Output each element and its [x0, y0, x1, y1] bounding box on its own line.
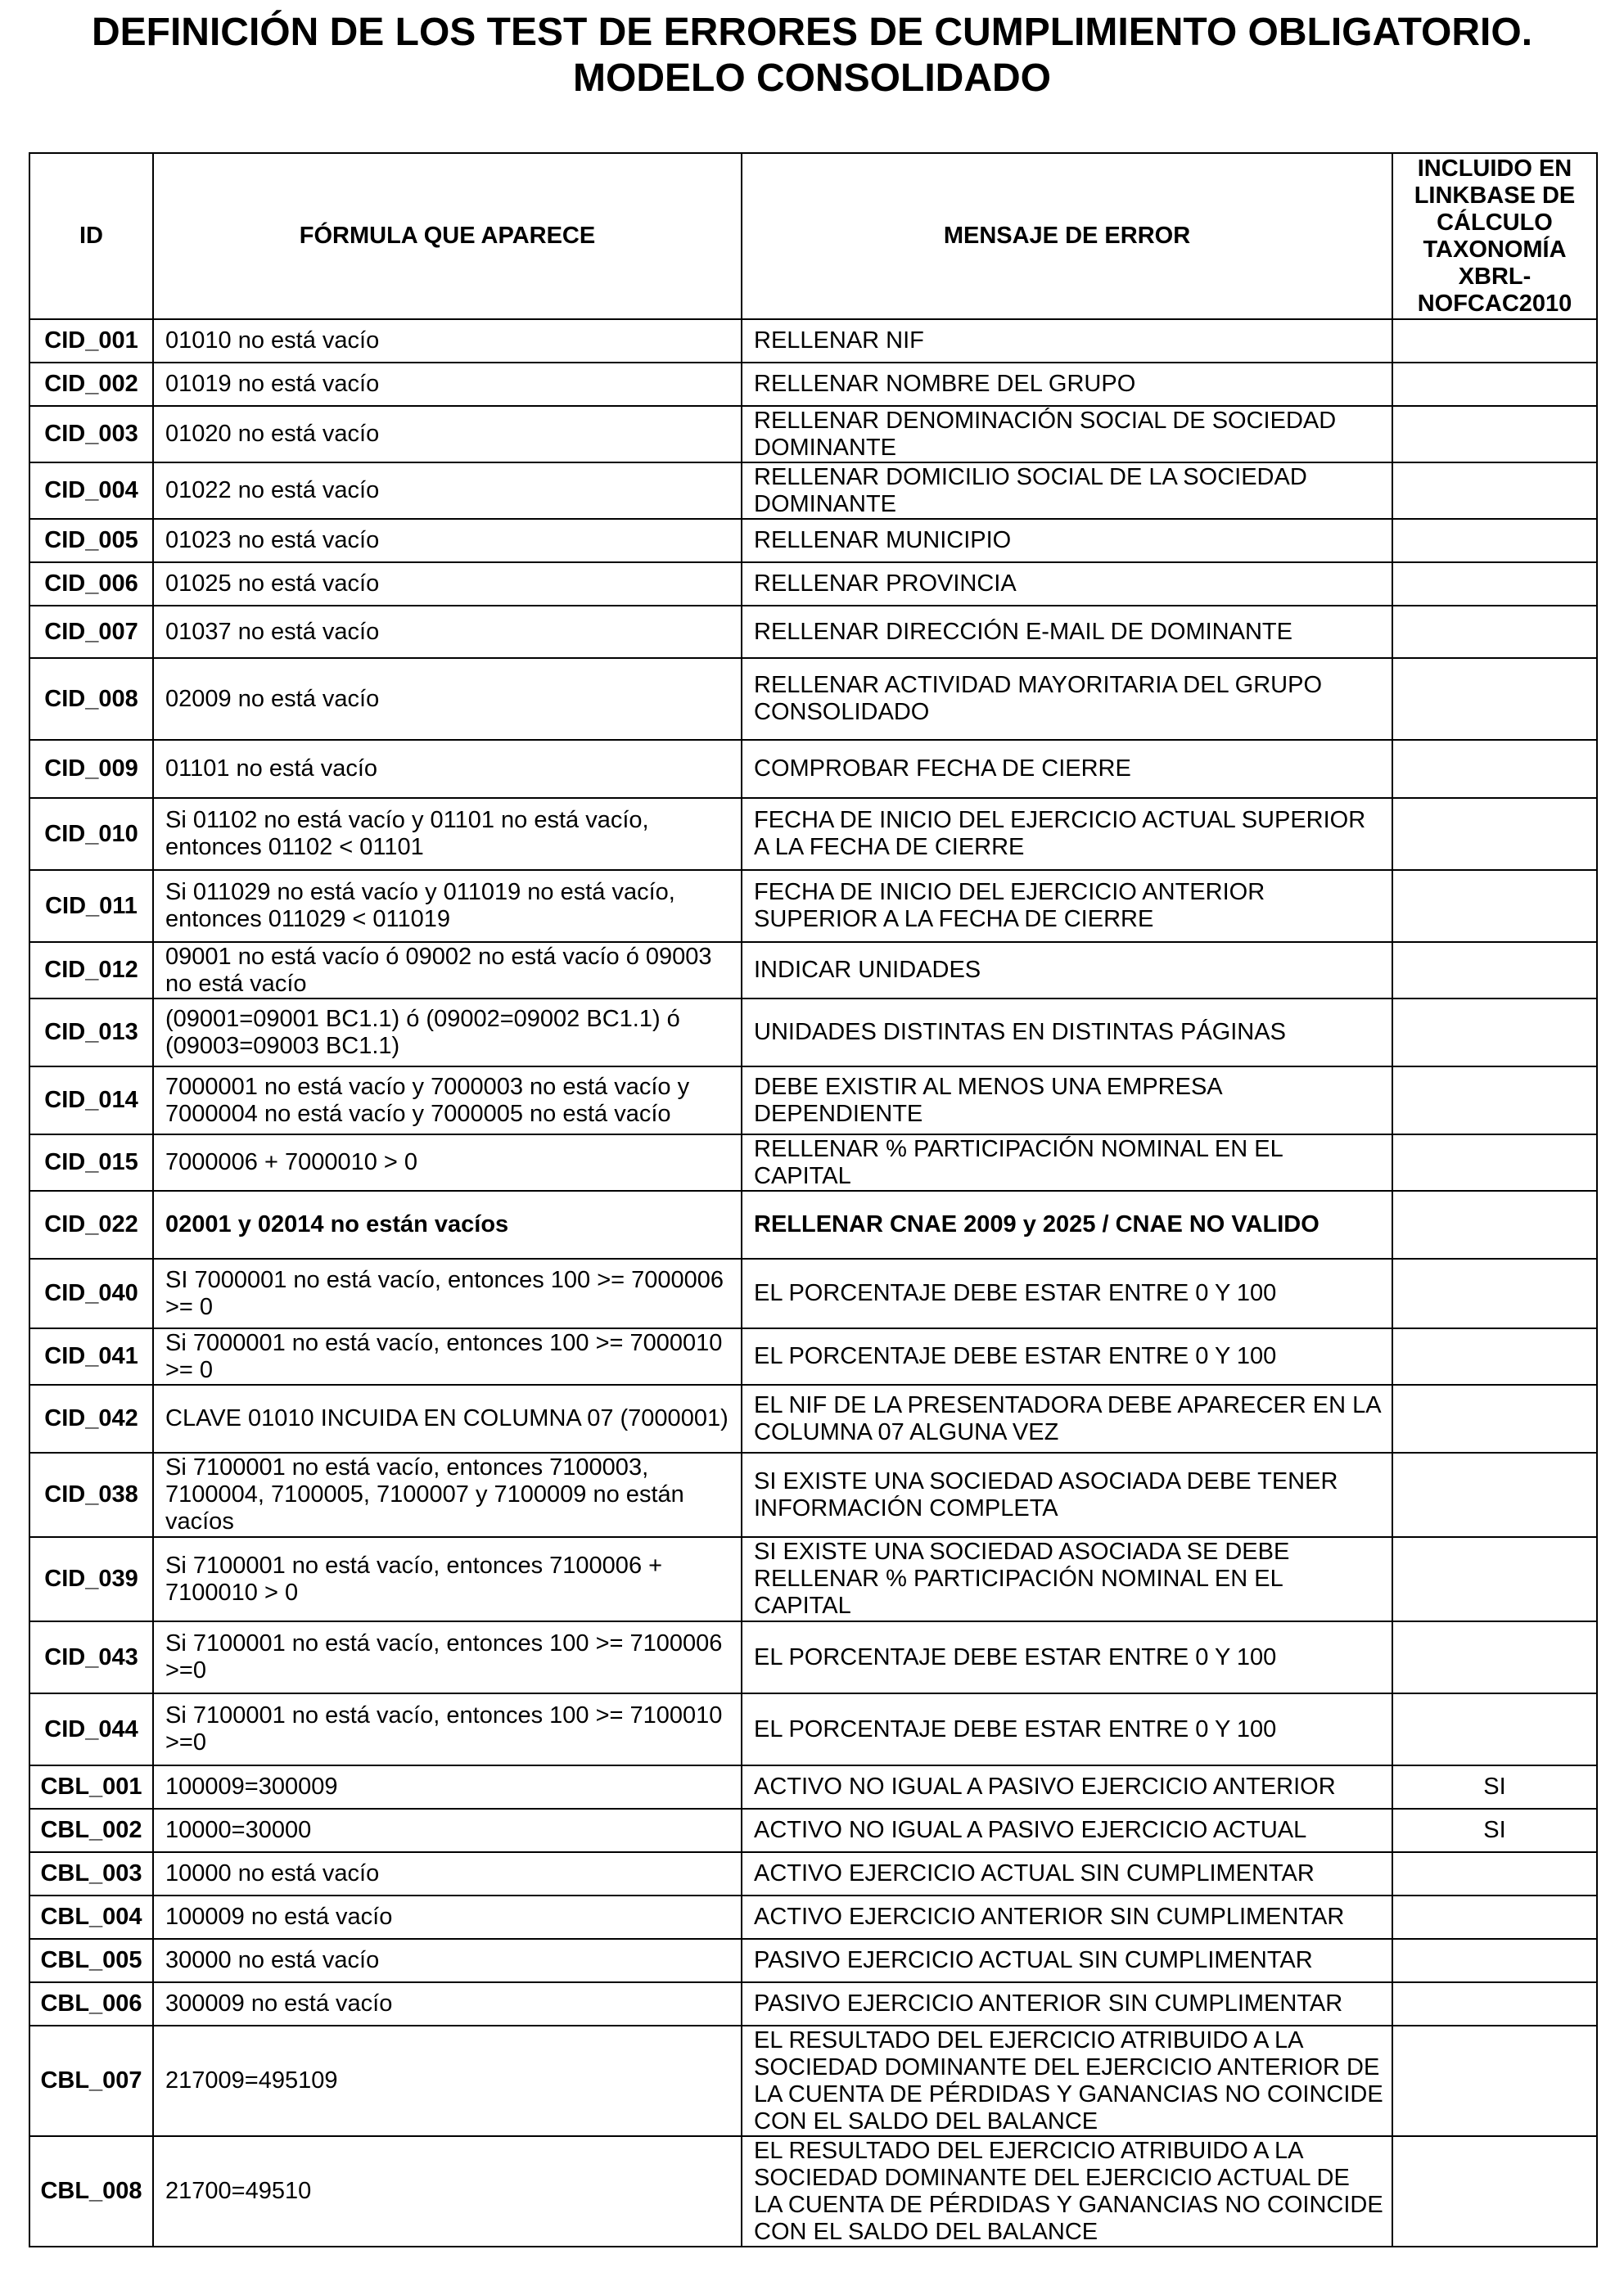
row-id: CBL_003 [29, 1852, 153, 1896]
row-id: CBL_001 [29, 1765, 153, 1809]
row-formula: 01023 no está vacío [153, 519, 742, 562]
row-message: RELLENAR CNAE 2009 y 2025 / CNAE NO VALIDO [742, 1191, 1392, 1259]
page-title [0, 10, 1624, 101]
row-id: CID_015 [29, 1134, 153, 1191]
table-row [29, 1191, 1597, 1259]
table-row [29, 740, 1597, 798]
row-id: CID_001 [29, 319, 153, 363]
row-message: ACTIVO EJERCICIO ANTERIOR SIN CUMPLIMENTAR [742, 1896, 1392, 1939]
row-formula: 01019 no está vacío [153, 363, 742, 406]
row-id: CID_008 [29, 658, 153, 740]
table-row [29, 870, 1597, 942]
row-formula: Si 7100001 no está vacío, entonces 7100003, 7100004, 7100005, 7100007 y 7100009 no están vacíos [153, 1453, 742, 1537]
row-message: SI EXISTE UNA SOCIEDAD ASOCIADA DEBE TENER INFORMACIÓN COMPLETA [742, 1453, 1392, 1537]
table-row [29, 1852, 1597, 1896]
table-row [29, 1134, 1597, 1191]
row-message: RELLENAR % PARTICIPACIÓN NOMINAL EN EL CAPITAL [742, 1134, 1392, 1191]
row-formula: 300009 no está vacío [153, 1982, 742, 2026]
row-included [1392, 1896, 1597, 1939]
table-row [29, 1765, 1597, 1809]
row-id: CBL_005 [29, 1939, 153, 1982]
row-message: RELLENAR NOMBRE DEL GRUPO [742, 363, 1392, 406]
row-formula: 7000001 no está vacío y 7000003 no está vacío y 7000004 no está vacío y 7000005 no está vacío [153, 1066, 742, 1134]
row-included [1392, 363, 1597, 406]
row-included: SI [1392, 1809, 1597, 1852]
header-formula: FÓRMULA QUE APARECE [153, 153, 742, 319]
row-id: CID_012 [29, 942, 153, 999]
row-formula: 02001 y 02014 no están vacíos [153, 1191, 742, 1259]
error-tests-table [29, 152, 1598, 2247]
row-formula: 100009 no está vacío [153, 1896, 742, 1939]
row-formula: Si 011029 no está vacío y 011019 no está vacío, entonces 011029 < 011019 [153, 870, 742, 942]
row-included [1392, 1537, 1597, 1621]
row-id: CID_043 [29, 1621, 153, 1693]
row-message: COMPROBAR FECHA DE CIERRE [742, 740, 1392, 798]
row-id: CID_040 [29, 1259, 153, 1328]
table-row [29, 519, 1597, 562]
row-id: CID_011 [29, 870, 153, 942]
row-message: ACTIVO NO IGUAL A PASIVO EJERCICIO ANTERIOR [742, 1765, 1392, 1809]
row-included [1392, 1328, 1597, 1385]
row-formula: 10000 no está vacío [153, 1852, 742, 1896]
row-included [1392, 406, 1597, 462]
row-message: EL RESULTADO DEL EJERCICIO ATRIBUIDO A LA SOCIEDAD DOMINANTE DEL EJERCICIO ANTERIOR DE LA CUENTA DE PÉRDIDAS Y GANANCIAS NO COINCIDE CON EL SALDO DEL BALANCE [742, 2026, 1392, 2136]
row-included [1392, 798, 1597, 870]
row-formula: 01022 no está vacío [153, 462, 742, 519]
row-included [1392, 740, 1597, 798]
row-message: UNIDADES DISTINTAS EN DISTINTAS PÁGINAS [742, 999, 1392, 1066]
table-row [29, 798, 1597, 870]
row-included [1392, 658, 1597, 740]
row-included [1392, 2136, 1597, 2247]
row-included [1392, 1134, 1597, 1191]
table-row [29, 406, 1597, 462]
row-id: CID_010 [29, 798, 153, 870]
page-title-line-1: DEFINICIÓN DE LOS TEST DE ERRORES DE CUMPLIMIENTO OBLIGATORIO. [91, 11, 1533, 54]
row-id: CID_041 [29, 1328, 153, 1385]
row-id: CID_003 [29, 406, 153, 462]
row-formula: 01010 no está vacío [153, 319, 742, 363]
row-included [1392, 1385, 1597, 1453]
table-row [29, 1693, 1597, 1765]
row-formula: Si 7100001 no está vacío, entonces 7100006 + 7100010 > 0 [153, 1537, 742, 1621]
row-included [1392, 462, 1597, 519]
row-id: CBL_004 [29, 1896, 153, 1939]
row-message: EL NIF DE LA PRESENTADORA DEBE APARECER EN LA COLUMNA 07 ALGUNA VEZ [742, 1385, 1392, 1453]
row-formula: 100009=300009 [153, 1765, 742, 1809]
table-row [29, 1621, 1597, 1693]
row-included [1392, 1982, 1597, 2026]
row-included [1392, 1852, 1597, 1896]
header-included: INCLUIDO EN LINKBASE DE CÁLCULO TAXONOMÍA XBRL-NOFCAC2010 [1392, 153, 1597, 319]
row-formula: Si 01102 no está vacío y 01101 no está vacío, entonces 01102 < 01101 [153, 798, 742, 870]
header-message: MENSAJE DE ERROR [742, 153, 1392, 319]
table-row [29, 319, 1597, 363]
row-message: EL PORCENTAJE DEBE ESTAR ENTRE 0 Y 100 [742, 1693, 1392, 1765]
row-included [1392, 1693, 1597, 1765]
row-message: EL RESULTADO DEL EJERCICIO ATRIBUIDO A LA SOCIEDAD DOMINANTE DEL EJERCICIO ACTUAL DE LA CUENTA DE PÉRDIDAS Y GANANCIAS NO COINCIDE CON EL SALDO DEL BALANCE [742, 2136, 1392, 2247]
row-formula: 21700=49510 [153, 2136, 742, 2247]
row-id: CID_044 [29, 1693, 153, 1765]
row-id: CID_004 [29, 462, 153, 519]
table-row [29, 999, 1597, 1066]
row-id: CBL_008 [29, 2136, 153, 2247]
row-formula: 01101 no está vacío [153, 740, 742, 798]
table-header-row [29, 153, 1597, 319]
row-message: RELLENAR ACTIVIDAD MAYORITARIA DEL GRUPO CONSOLIDADO [742, 658, 1392, 740]
row-included [1392, 519, 1597, 562]
row-included [1392, 1453, 1597, 1537]
table-row [29, 363, 1597, 406]
table-row [29, 1809, 1597, 1852]
row-id: CBL_002 [29, 1809, 153, 1852]
row-included [1392, 562, 1597, 606]
table-row [29, 562, 1597, 606]
row-message: RELLENAR DOMICILIO SOCIAL DE LA SOCIEDAD DOMINANTE [742, 462, 1392, 519]
table-row [29, 1537, 1597, 1621]
row-included [1392, 606, 1597, 658]
table-row [29, 1328, 1597, 1385]
row-id: CID_039 [29, 1537, 153, 1621]
row-id: CID_002 [29, 363, 153, 406]
row-formula: 02009 no está vacío [153, 658, 742, 740]
table-row [29, 462, 1597, 519]
row-message: FECHA DE INICIO DEL EJERCICIO ANTERIOR SUPERIOR A LA FECHA DE CIERRE [742, 870, 1392, 942]
row-included [1392, 1939, 1597, 1982]
row-included [1392, 942, 1597, 999]
row-message: EL PORCENTAJE DEBE ESTAR ENTRE 0 Y 100 [742, 1621, 1392, 1693]
row-formula: CLAVE 01010 INCUIDA EN COLUMNA 07 (7000001) [153, 1385, 742, 1453]
table-row [29, 2026, 1597, 2136]
row-id: CBL_007 [29, 2026, 153, 2136]
row-formula: Si 7100001 no está vacío, entonces 100 >= 7100006 >=0 [153, 1621, 742, 1693]
row-included [1392, 1066, 1597, 1134]
row-id: CID_005 [29, 519, 153, 562]
table-row [29, 606, 1597, 658]
table-row [29, 1896, 1597, 1939]
table-body [29, 319, 1597, 2247]
row-formula: 01037 no está vacío [153, 606, 742, 658]
row-formula: 01020 no está vacío [153, 406, 742, 462]
header-id: ID [29, 153, 153, 319]
row-included [1392, 1259, 1597, 1328]
row-formula: Si 7100001 no está vacío, entonces 100 >= 7100010 >=0 [153, 1693, 742, 1765]
row-message: RELLENAR PROVINCIA [742, 562, 1392, 606]
row-formula: Si 7000001 no está vacío, entonces 100 >= 7000010 >= 0 [153, 1328, 742, 1385]
row-included [1392, 870, 1597, 942]
row-message: PASIVO EJERCICIO ANTERIOR SIN CUMPLIMENTAR [742, 1982, 1392, 2026]
row-included [1392, 319, 1597, 363]
row-included [1392, 1621, 1597, 1693]
table-row [29, 1939, 1597, 1982]
row-id: CID_013 [29, 999, 153, 1066]
table-row [29, 1066, 1597, 1134]
table-row [29, 1259, 1597, 1328]
row-message: RELLENAR DENOMINACIÓN SOCIAL DE SOCIEDAD DOMINANTE [742, 406, 1392, 462]
table-row [29, 942, 1597, 999]
row-message: FECHA DE INICIO DEL EJERCICIO ACTUAL SUPERIOR A LA FECHA DE CIERRE [742, 798, 1392, 870]
page-title-line-2: MODELO CONSOLIDADO [573, 56, 1051, 100]
row-message: ACTIVO NO IGUAL A PASIVO EJERCICIO ACTUAL [742, 1809, 1392, 1852]
row-formula: 7000006 + 7000010 > 0 [153, 1134, 742, 1191]
row-formula: (09001=09001 BC1.1) ó (09002=09002 BC1.1) ó (09003=09003 BC1.1) [153, 999, 742, 1066]
table-row [29, 2136, 1597, 2247]
row-message: EL PORCENTAJE DEBE ESTAR ENTRE 0 Y 100 [742, 1328, 1392, 1385]
table-row [29, 658, 1597, 740]
row-id: CID_007 [29, 606, 153, 658]
table-row [29, 1982, 1597, 2026]
row-id: CID_022 [29, 1191, 153, 1259]
row-id: CID_042 [29, 1385, 153, 1453]
row-id: CBL_006 [29, 1982, 153, 2026]
row-formula: 09001 no está vacío ó 09002 no está vacío ó 09003 no está vacío [153, 942, 742, 999]
row-id: CID_009 [29, 740, 153, 798]
row-included [1392, 2026, 1597, 2136]
row-message: INDICAR UNIDADES [742, 942, 1392, 999]
table-row [29, 1453, 1597, 1537]
row-message: DEBE EXISTIR AL MENOS UNA EMPRESA DEPENDIENTE [742, 1066, 1392, 1134]
row-formula: 217009=495109 [153, 2026, 742, 2136]
row-message: RELLENAR DIRECCIÓN E-MAIL DE DOMINANTE [742, 606, 1392, 658]
row-included [1392, 1191, 1597, 1259]
row-message: RELLENAR MUNICIPIO [742, 519, 1392, 562]
row-included [1392, 999, 1597, 1066]
row-message: SI EXISTE UNA SOCIEDAD ASOCIADA SE DEBE RELLENAR % PARTICIPACIÓN NOMINAL EN EL CAPITAL [742, 1537, 1392, 1621]
row-id: CID_014 [29, 1066, 153, 1134]
row-message: ACTIVO EJERCICIO ACTUAL SIN CUMPLIMENTAR [742, 1852, 1392, 1896]
row-formula: SI 7000001 no está vacío, entonces 100 >= 7000006 >= 0 [153, 1259, 742, 1328]
row-formula: 01025 no está vacío [153, 562, 742, 606]
row-message: PASIVO EJERCICIO ACTUAL SIN CUMPLIMENTAR [742, 1939, 1392, 1982]
row-included: SI [1392, 1765, 1597, 1809]
row-formula: 10000=30000 [153, 1809, 742, 1852]
row-id: CID_006 [29, 562, 153, 606]
row-formula: 30000 no está vacío [153, 1939, 742, 1982]
row-message: RELLENAR NIF [742, 319, 1392, 363]
table-row [29, 1385, 1597, 1453]
row-id: CID_038 [29, 1453, 153, 1537]
row-message: EL PORCENTAJE DEBE ESTAR ENTRE 0 Y 100 [742, 1259, 1392, 1328]
